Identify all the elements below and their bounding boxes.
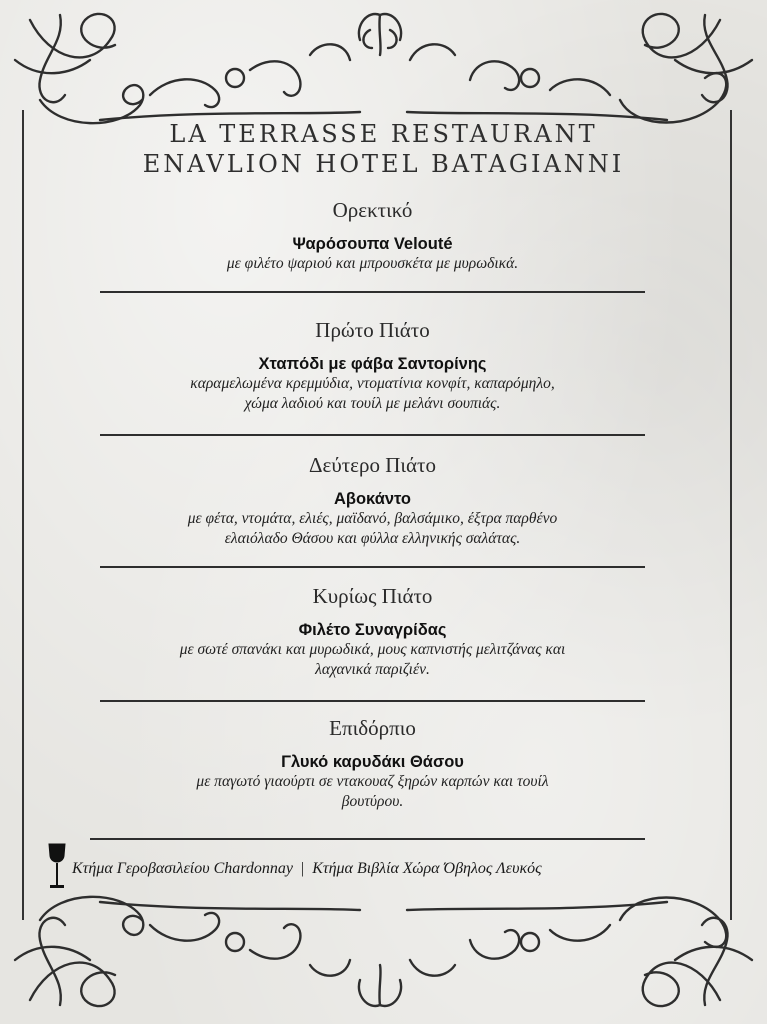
dish-description: με φιλέτο ψαριού και μπρουσκέτα με μυρωδικά. <box>226 255 519 272</box>
dish-name: Γλυκό καρυδάκι Θάσου <box>281 753 464 771</box>
divider <box>90 838 645 840</box>
dish-description-line1: καραμελωμένα κρεμμύδια, ντοματίνια κονφίτ, καπαρόμηλο, <box>190 375 555 392</box>
course-section-first-plate <box>100 318 645 414</box>
hotel-name: ENAVLION HOTEL BATAGIANNI <box>142 150 625 178</box>
dish-description-line2: βουτύρου. <box>341 793 404 810</box>
dish-name: Αβοκάντο <box>333 490 412 508</box>
dish-description-line1: με φέτα, ντομάτα, ελιές, μαϊδανό, βαλσάμικο, έξτρα παρθένο <box>187 510 558 527</box>
course-section-second-plate <box>100 453 645 549</box>
wine-separator: | <box>300 860 305 877</box>
divider <box>100 566 645 568</box>
frame-right-line <box>730 110 732 920</box>
course-title: Δεύτερο Πιάτο <box>309 453 436 477</box>
course-section-appetizer <box>100 198 645 274</box>
course-title: Επιδόρπιο <box>329 716 416 740</box>
dish-description-line1: με σωτέ σπανάκι και μυρωδικά, μους καπνιστής μελιτζάνας και <box>179 641 566 658</box>
frame-left-line <box>22 110 24 920</box>
bottom-ornament <box>0 880 767 1024</box>
restaurant-name: LA TERRASSE RESTAURANT <box>169 120 598 148</box>
course-section-dessert <box>100 716 645 812</box>
dish-name: Ψαρόσουπα Velouté <box>292 235 453 253</box>
course-title: Πρώτο Πιάτο <box>315 318 430 342</box>
divider <box>100 700 645 702</box>
wine-list <box>72 860 542 878</box>
dish-description-line2: ελαιόλαδο Θάσου και φύλλα ελληνικής σαλάτας. <box>224 530 521 547</box>
divider <box>100 434 645 436</box>
wine-second: Κτήμα Βιβλία Χώρα Όβηλος Λευκός <box>312 860 542 877</box>
dish-name: Φιλέτο Συναγρίδας <box>298 621 447 639</box>
dish-description-line2: λαχανικά παριζιέν. <box>315 661 430 678</box>
dish-description-line2: χώμα λαδιού και τουίλ με μελάνι σουπιάς. <box>244 395 501 412</box>
course-title: Ορεκτικό <box>332 198 413 222</box>
dish-description-line1: με παγωτό γιαούρτι σε ντακουαζ ξηρών καρπών και τουίλ <box>196 773 549 790</box>
wine-first: Κτήμα Γεροβασιλείου Chardonnay <box>72 860 293 877</box>
divider <box>100 291 645 293</box>
course-section-main-course <box>100 584 645 680</box>
course-title: Κυρίως Πιάτο <box>312 584 433 608</box>
dish-name: Χταπόδι με φάβα Σαντορίνης <box>258 355 487 373</box>
